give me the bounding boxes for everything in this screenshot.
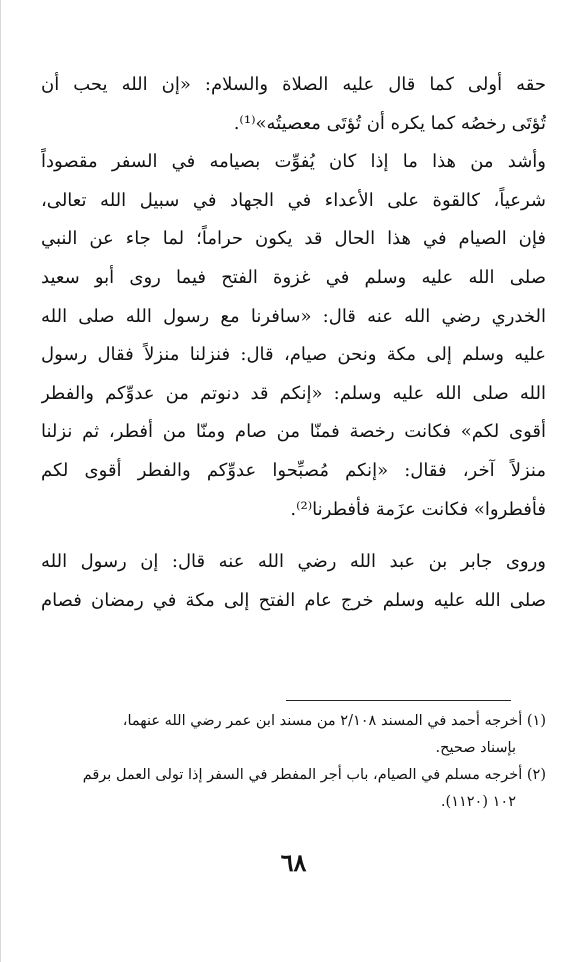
text-line: الله صلى الله عليه وسلم: «إنكم قد دنوتم من عدوِّكم والفطر	[41, 382, 546, 404]
main-text	[41, 66, 546, 620]
text-line: منزلاً آخر، فقال: «إنكم مُصبِّحوا عدوِّكم والفطر أقوى لكم	[41, 459, 546, 481]
text-line: أقوى لكم» فكانت رخصة فمنّا من صام ومنّا من أفطر، ثم نزلنا	[41, 421, 546, 443]
text-line: شرعياً، كالقوة على الأعداء في الجهاد في سبيل الله تعالى،	[41, 189, 546, 211]
text-line: فإن الصيام في هذا الحال قد يكون حراماً؛ لما جاء عن النبي	[41, 228, 546, 250]
text-line: وروى جابر بن عبد الله رضي الله عنه قال: إن رسول الله	[41, 551, 546, 573]
text-line: حقه أولى كما قال عليه الصلاة والسلام: «إن الله يحب أن	[41, 74, 546, 95]
text-line: وأشد من هذا ما إذا كان يُفوِّت بصيامه في السفر مقصوداً	[41, 151, 546, 173]
page-number: ٦٨	[280, 848, 307, 877]
text-line: تُؤتَى رخصُه كما يكره أن تُؤتَى معصيتُه»⁽¹⁾.	[233, 112, 546, 134]
footnote-line: بإسناد صحيح.	[435, 740, 516, 756]
text-line: الخدري رضي الله عنه قال: «سافرنا مع رسول الله صلى الله	[41, 305, 546, 327]
footnotes	[41, 708, 546, 816]
footnote-line: (٢) أخرجه مسلم في الصيام، باب أجر المفطر في السفر إذا تولى العمل برقم	[82, 767, 546, 783]
footnote-line: (١) أخرجه أحمد في المسند ٢/١٠٨ من مسند ابن عمر رضي الله عنهما،	[122, 713, 546, 729]
footnote-separator	[286, 700, 511, 701]
text-line: عليه وسلم إلى مكة ونحن صيام، قال: فنزلنا منزلاً فقال رسول	[41, 344, 546, 366]
text-line: صلى الله عليه وسلم خرج عام الفتح إلى مكة في رمضان فصام	[41, 589, 546, 611]
text-line: صلى الله عليه وسلم في غزوة الفتح فيما روى أبو سعيد	[41, 266, 546, 288]
text-line: فأفطروا» فكانت عزَمة فأفطرنا⁽²⁾.	[290, 498, 546, 520]
paragraph-gap	[41, 529, 546, 543]
footnote-line: ١٠٢ (١١٢٠).	[440, 794, 516, 810]
